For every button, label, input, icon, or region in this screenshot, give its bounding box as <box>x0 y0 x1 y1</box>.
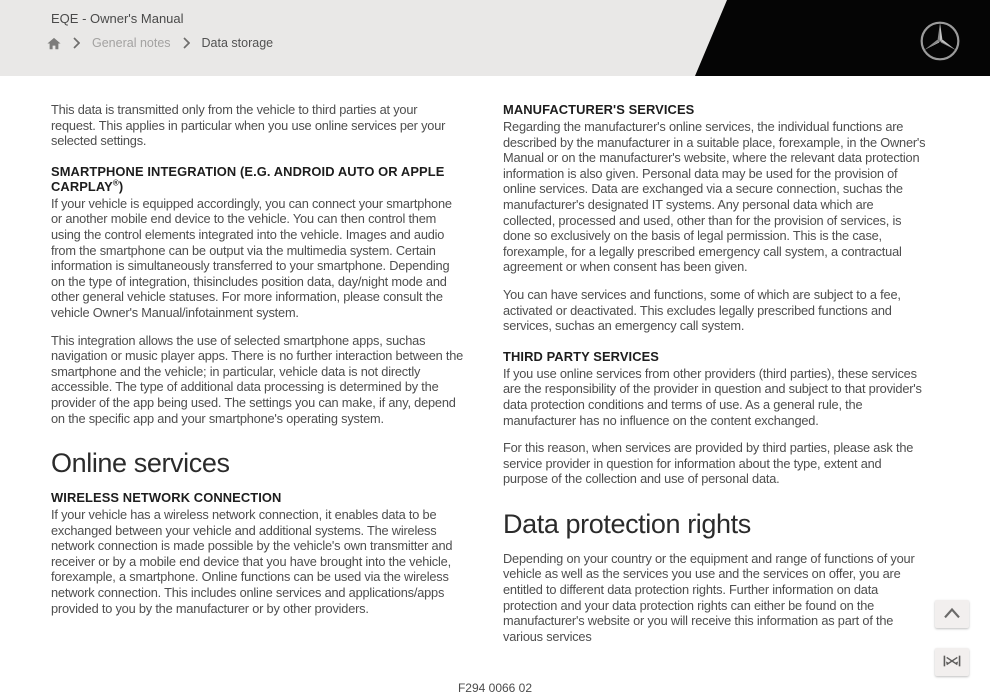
compare-pages-icon <box>942 653 962 672</box>
breadcrumb-item-general-notes[interactable]: General notes <box>92 36 171 50</box>
section-heading-third-party-services: THIRD PARTY SERVICES <box>503 348 660 364</box>
right-column <box>503 100 927 656</box>
paragraph: Depending on your country or the equipment and range of functions of your vehicle as well as the services you use and the services on offer, you are entitled to different data protection rights. Further information on data protection and your data protection rights can either be found on the manufacturer's website or you will receive this information as part of the various services <box>503 550 915 644</box>
section-heading-wireless-network: WIRELESS NETWORK CONNECTION <box>51 490 282 506</box>
header-bar <box>0 0 990 76</box>
paragraph: You can have services and functions, some of which are subject to a fee, activated or deactivated. This excludes legally prescribed functions and services, suchas an emergency call system. <box>503 286 901 334</box>
home-icon[interactable] <box>47 37 61 50</box>
chapter-heading-online-services: Online services <box>51 448 230 479</box>
brand-banner <box>695 0 990 76</box>
breadcrumb <box>47 36 273 50</box>
section-heading-smartphone-integration <box>51 164 465 194</box>
page-title: EQE - Owner's Manual <box>51 11 184 26</box>
paragraph: Regarding the manufacturer's online services, the individual functions are described by the manufacturer in a suitable place, forexample, in the Owner's Manual or on the manufacturer's website, where the relevant data protection information is also given. Personal data may be used for the provision of online services. Data are exchanged via a secure connection, suchas the manufacturer's designated IT systems. Any personal data which are collected, processed and used, other than for the provision of services, is done so exclusively on the basis of legal permission. This is the case, forexample, for a legally prescribed emergency call system, a contractual agreement or when consent has been given. <box>503 119 926 275</box>
paragraph: If your vehicle is equipped accordingly, you can connect your smartphone or another mobile end device to the vehicle. You can then control them using the control elements integrated into the vehicle. Images and audio from the smartphone can be output via the multimedia system. Certain information is simultaneously transferred to your smartphone. Depending on the type of integration, thisincludes position data, day/night mode and other general vehicle statuses. For more information, please consult the vehicle Owner's Manual/infotainment system. <box>51 195 452 320</box>
chapter-heading-data-protection-rights: Data protection rights <box>503 508 751 539</box>
registered-trademark-sup: ® <box>112 178 119 188</box>
mercedes-star-icon <box>918 19 962 63</box>
heading-text: SMARTPHONE INTEGRATION (E.G. ANDROID AUTO OR APPLE CARPLAY <box>51 163 445 194</box>
compare-pages-button[interactable] <box>935 648 969 676</box>
chevron-right-icon <box>73 37 80 49</box>
paragraph: If you use online services from other providers (third parties), these services are the responsibility of the provider in question and subject to that provider's data protection conditions and terms of use. As a general rule, the manufacturer has no influence on the content exchanged. <box>503 365 922 428</box>
paragraph: If your vehicle has a wireless network connection, it enables data to be exchanged between your vehicle and additional systems. The wireless network connection is made possible by the vehicle's own transmitter and receiver or by a mobile end device that you have brought into the vehicle, forexample, a smartphone. Online functions can be used via the wireless network connection. This includes online services and applications/apps provided to you by the manufacturer or by other providers. <box>51 507 453 616</box>
heading-suffix: ) <box>118 178 124 194</box>
paragraph: For this reason, when services are provided by third parties, please ask the service provider in question for information about the type, extent and purpose of the collection and use of personal data. <box>503 440 914 487</box>
left-column <box>51 100 465 628</box>
section-heading-manufacturers-services: MANUFACTURER'S SERVICES <box>503 102 695 117</box>
chevron-right-icon <box>183 37 190 49</box>
breadcrumb-item-data-storage[interactable]: Data storage <box>201 36 274 50</box>
document-code: F294 0066 02 <box>457 681 533 695</box>
chevron-up-icon <box>941 606 963 623</box>
scroll-to-top-button[interactable] <box>935 600 969 628</box>
paragraph-intro: This data is transmitted only from the vehicle to third parties at your request. This applies in particular when you use online services per your selected settings. <box>51 102 446 149</box>
paragraph: This integration allows the use of selected smartphone apps, suchas navigation or music player apps. There is no further interaction between the smartphone and the vehicle; in particular, vehicle data is not directly accessible. The type of additional data processing is determined by the provider of the app being used. The settings you can make, if any, depend on the specific app and your smartphone's operating system. <box>51 332 464 426</box>
